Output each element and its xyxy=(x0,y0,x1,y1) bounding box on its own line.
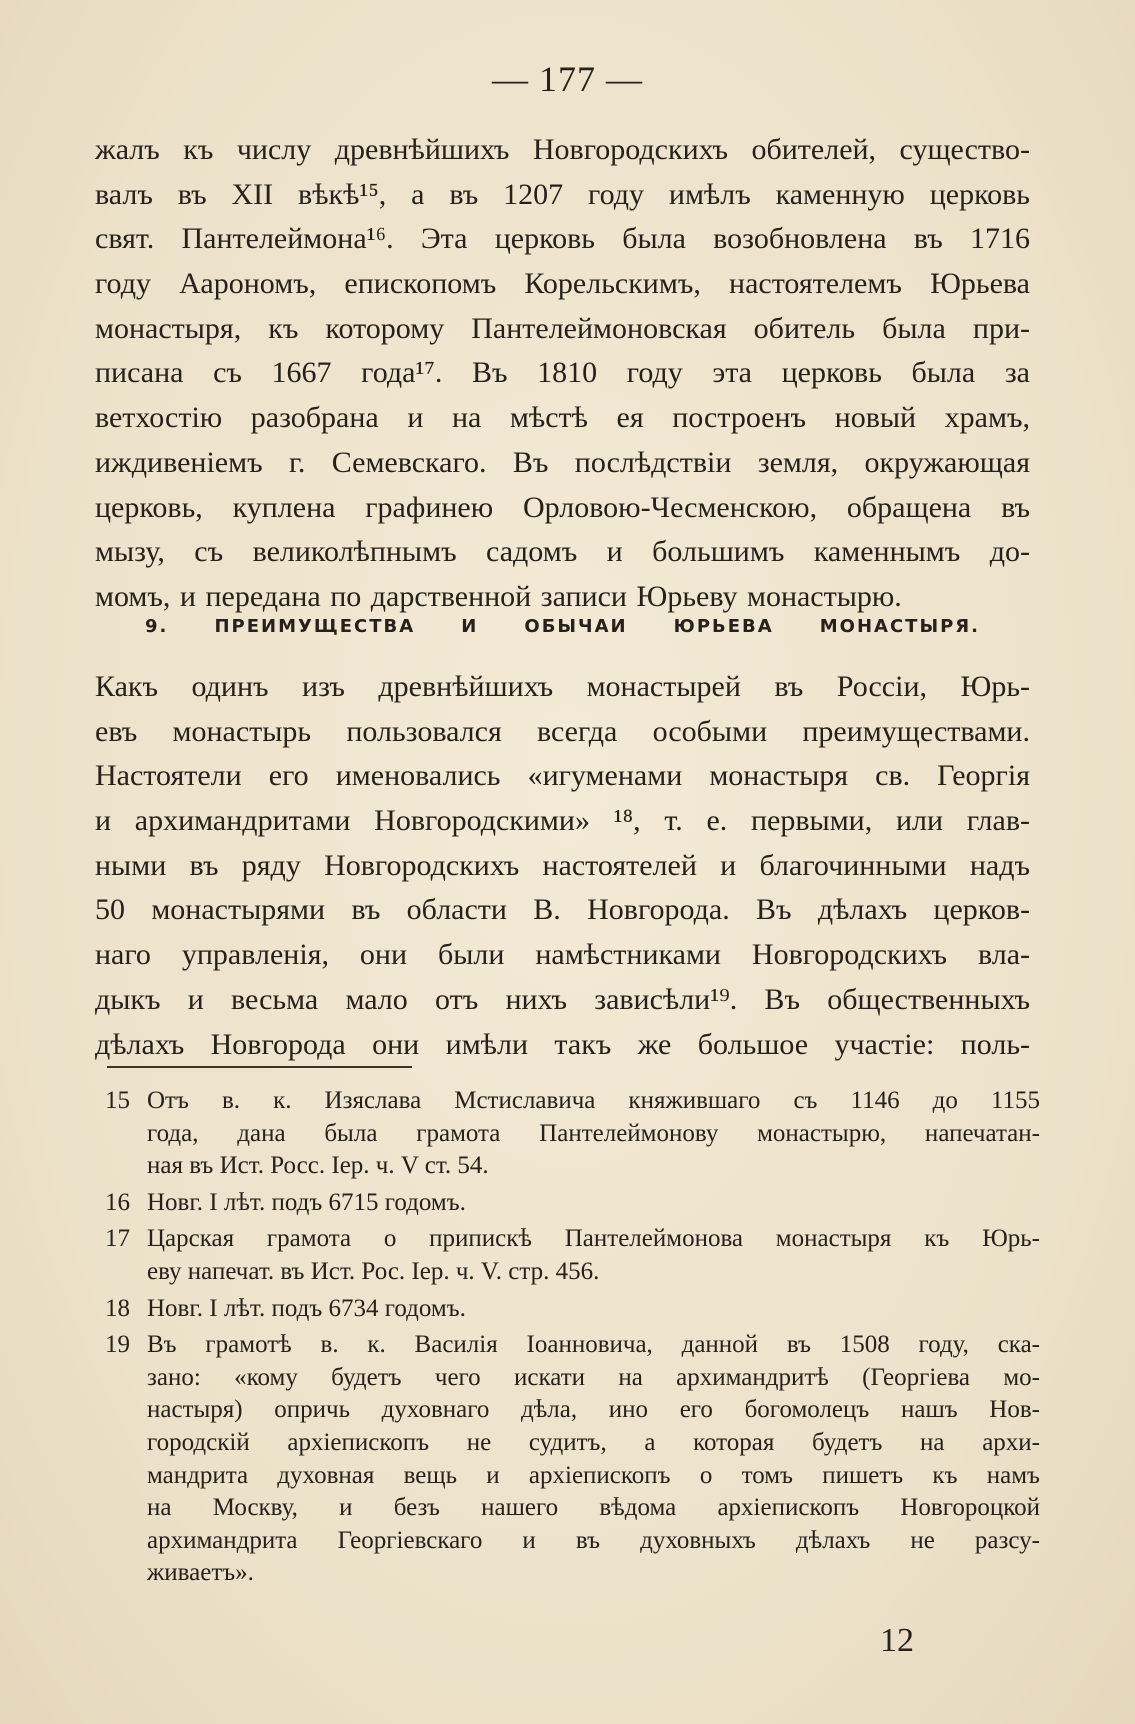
text-line: церковь, куплена графинею Орловою-Чесменскою, обращена въ xyxy=(95,490,1030,524)
text-line: евъ монастырь пользовался всегда особыми преимуществами. xyxy=(95,714,1030,748)
text-line: ветхостію разобрана и на мѣстѣ ея построенъ новый храмъ, xyxy=(95,401,1030,435)
footnote-number: 16 xyxy=(105,1188,130,1216)
text-line: иждивеніемъ г. Семевскаго. Въ послѣдствіи земля, окружающая xyxy=(95,445,1030,479)
main-text-block-2 xyxy=(95,665,1030,1067)
text-line: писана съ 1667 года¹⁷. Въ 1810 году эта церковь была за xyxy=(95,356,1030,390)
footnote-line: зано: «кому будетъ чего искати на архимандритѣ (Георгіева мо- xyxy=(147,1363,1040,1391)
footnote-line: ная въ Ист. Росс. Іер. ч. V ст. 54. xyxy=(147,1152,489,1180)
footnote-number: 17 xyxy=(105,1225,130,1253)
footnote-text: Отъ в. к. Изяслава Мстиславича княжившаго съ 1146 до 1155 xyxy=(147,1087,1040,1114)
footnote-line xyxy=(105,1293,1040,1326)
text-line: монастыря, къ которому Пантелеймоновская обитель была при- xyxy=(95,311,1030,345)
text-line: ными въ ряду Новгородскихъ настоятелей и благочинными надъ xyxy=(95,848,1030,882)
text-line: свят. Пантелеймона¹⁶. Эта церковь была возобновлена въ 1716 xyxy=(95,222,1030,256)
footnote-line xyxy=(105,1085,1040,1118)
text-line: Какъ одинъ изъ древнѣйшихъ монастырей въ Россіи, Юрь- xyxy=(95,670,1030,703)
footnote-line: на Москву, и безъ нашего вѣдома архіепископъ Новгороцкой xyxy=(147,1494,1040,1522)
text-line: жалъ къ числу древнѣйшихъ Новгородскихъ обителей, существо- xyxy=(95,133,1030,166)
footnote-text: Царская грамота о припискѣ Пантелеймонова монастыря къ Юрь- xyxy=(147,1225,1040,1253)
signature-mark: 12 xyxy=(880,1622,914,1659)
section-heading: 9. ПРЕИМУЩЕСТВА И ОБЫЧАИ ЮРЬЕВА МОНАСТЫРЯ. xyxy=(145,616,980,637)
footnote-line: городскій архіепископъ не судитъ, а которая будетъ на архи- xyxy=(147,1428,1040,1456)
text-line: дыкъ и весьма мало отъ нихъ зависѣли¹⁹. Въ общественныхъ xyxy=(95,982,1030,1016)
footnotes xyxy=(105,1085,1040,1590)
footnote-line: мандрита духовная вещь и архіепископъ о томъ пишетъ къ намъ xyxy=(147,1461,1040,1489)
footnote-line xyxy=(105,1223,1040,1256)
text-line: 50 монастырями въ области В. Новгорода. Въ дѣлахъ церков- xyxy=(95,893,1030,927)
footnote-line: настыря) опричь духовнаго дѣла, ино его богомолецъ нашъ Нов- xyxy=(147,1396,1040,1424)
footnote-number: 19 xyxy=(105,1331,130,1359)
footnote-text: Въ грамотѣ в. к. Василія Іоанновича, данной въ 1508 году, ска- xyxy=(147,1331,1040,1359)
footnote-line: живаетъ». xyxy=(147,1559,254,1587)
main-text-block-1 xyxy=(95,128,1030,620)
text-line: году Аарономъ, епископомъ Корельскимъ, настоятелемъ Юрьева xyxy=(95,267,1030,301)
footnote-number: 18 xyxy=(105,1294,130,1322)
text-line: Настоятели его именовались «игуменами монастыря св. Георгія xyxy=(95,759,1030,793)
footnote-line xyxy=(105,1329,1040,1362)
footnote-line: архимандрита Георгіевскаго и въ духовныхъ дѣлахъ не разсу- xyxy=(147,1526,1040,1554)
text-line: момъ, и передана по дарственной записи Юрьеву монастырю. xyxy=(95,579,902,613)
text-line: наго управленія, они были намѣстниками Новгородскихъ вла- xyxy=(95,938,1030,972)
text-line: дѣлахъ Новгорода они имѣли такъ же большое участіе: поль- xyxy=(95,1027,1030,1061)
footnote-line xyxy=(105,1187,1040,1220)
footnote-separator xyxy=(107,1066,412,1068)
text-line: валъ въ XII вѣкѣ¹⁵, а въ 1207 году имѣлъ каменную церковь xyxy=(95,177,1030,211)
page-number: — 177 — xyxy=(492,59,643,99)
footnote-number: 15 xyxy=(105,1087,130,1114)
text-line: и архимандритами Новгородскими» ¹⁸, т. е. первыми, или глав- xyxy=(95,804,1030,838)
text-line: мызу, съ великолѣпнымъ садомъ и большимъ каменнымъ до- xyxy=(95,535,1030,569)
footnote-text: Новг. I лѣт. подъ 6715 годомъ. xyxy=(147,1188,466,1216)
footnote-line: еву напечат. въ Ист. Рос. Іер. ч. V. стр. 456. xyxy=(147,1257,600,1285)
footnote-line: года, дана была грамота Пантелеймонову монастырю, напечатан- xyxy=(147,1119,1040,1147)
footnote-text: Новг. I лѣт. подъ 6734 годомъ. xyxy=(147,1294,466,1322)
